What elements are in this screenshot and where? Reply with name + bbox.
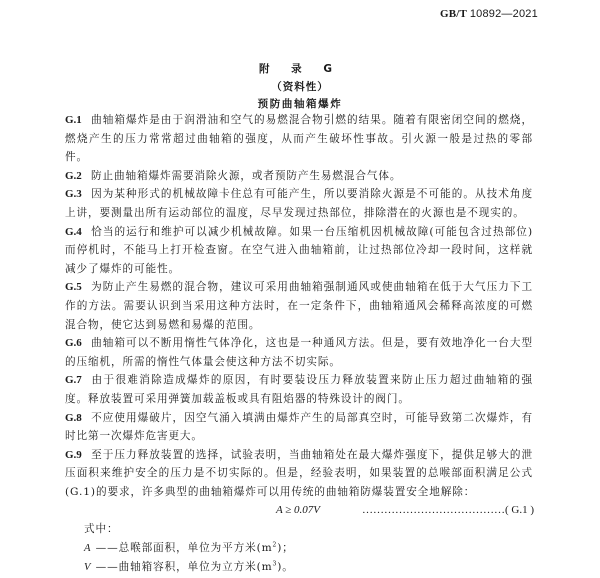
formula-expression: A ≥ 0.07V [276, 504, 321, 517]
variable-symbol: A [84, 542, 92, 554]
standard-prefix: GB/T [440, 8, 467, 20]
clause-g3 [65, 185, 533, 222]
document-body [65, 111, 533, 578]
clause-g8 [65, 409, 533, 446]
where-item-a [65, 539, 533, 559]
clause-text: 曲轴箱可以不断用惰性气体净化，这也是一种通风方法。但是，要有效地净化一台大型的压缩机，所需的惰性气体量会使这种方法不切实际。 [65, 337, 533, 368]
annex-subject: 预防曲轴箱爆炸 [257, 98, 343, 110]
clause-number: G.7 [65, 374, 82, 387]
clause-text: 不应使用爆破片，因空气涌入填满由爆炸产生的局部真空时，可能导致第二次爆炸，有时比第一次爆炸危害更大。 [65, 411, 533, 443]
clause-text: 由于很难消除造成爆炸的原因，有时要装设压力释放装置来防止压力超过曲轴箱的强度。释放装置可采用弹簧加载盖板或具有阻焰器的特殊设计的阀门。 [65, 374, 533, 405]
clause-number: G.4 [65, 225, 82, 238]
annex-title: 附 录 G [259, 63, 341, 75]
clause-text: 因为某种形式的机械故障卡住总有可能产生，所以要消除火源是不可能的。从技术角度上讲，要测量出所有运动部位的温度，尽早发现过热部位，排除潜在的火源也是不现实的。 [65, 188, 533, 219]
clause-text: 恰当的运行和维护可以减少机械故障。如果一台压缩机因机械故障(可能包含过热部位)而停机时，不能马上打开检查窗。在空气进入曲轴箱前，让过热部位冷却一段时间，这样就减少了爆炸的可能性。 [65, 225, 533, 275]
clause-text: 曲轴箱爆炸是由于润滑油和空气的易燃混合物引燃的结果。随着有限密闭空间的燃烧，燃烧产生的压力常常超过曲轴箱的强度，从而产生破坏性事故。引火源一般是过热的零部件。 [65, 114, 533, 164]
variable-description: 总喉部面积，单位为平方米(m [118, 541, 273, 554]
variable-symbol: V [84, 562, 92, 574]
clause-text: 为防止产生易燃的混合物，建议可采用曲轴箱强制通风或使曲轴箱在低于大气压力下工作的方法。需要认识到当采用这种方法时，在一定条件下，曲轴箱通风会稀释高浓度的可燃混合物，使它达到易燃和易爆的范围。 [65, 281, 533, 331]
clause-number: G.8 [65, 411, 82, 424]
annex-nature: （资料性） [271, 81, 329, 93]
clause-number: G.3 [65, 188, 82, 201]
clause-number: G.1 [65, 114, 82, 126]
clause-g1 [65, 111, 533, 167]
where-label: 式中： [84, 523, 119, 536]
clause-text: 防止曲轴箱爆炸需要消除火源，或者预防产生易燃混合气体。 [91, 169, 402, 182]
clause-g4 [65, 223, 533, 279]
variable-end: )。 [277, 561, 294, 574]
variable-end: )； [277, 541, 294, 554]
clause-text: 至于压力释放装置的选择，试验表明，当曲轴箱处在最大爆炸强度下，提供足够大的泄压面积来维护安全的压力是不切实际的。但是，经验表明，如果装置的总喉部面积满足公式(G.1)的要求，许多典型的曲轴箱爆炸可以用传统的曲轴箱防爆装置安全地解除： [65, 448, 533, 498]
clause-g5 [65, 278, 533, 334]
clause-number: G.9 [65, 448, 82, 461]
where-item-v [65, 558, 533, 578]
clause-g6 [65, 334, 533, 371]
formula-g1 [65, 501, 533, 520]
unit-exponent: 3 [272, 560, 278, 568]
clause-number: G.2 [65, 169, 82, 182]
clause-number: G.5 [65, 281, 82, 294]
clause-g9 [65, 446, 533, 502]
unit-exponent: 2 [272, 541, 278, 549]
clause-g7 [65, 371, 533, 408]
standard-number: 10892—2021 [469, 8, 538, 20]
variable-dash: —— [91, 541, 119, 554]
clause-number: G.6 [65, 337, 82, 350]
formula-reference: …………………………………( G.1 ) [361, 504, 534, 517]
variable-description: 曲轴箱容积，单位为立方米(m [118, 561, 273, 574]
standard-code [440, 8, 538, 20]
clause-g2 [65, 167, 533, 186]
variable-dash: —— [91, 561, 119, 574]
